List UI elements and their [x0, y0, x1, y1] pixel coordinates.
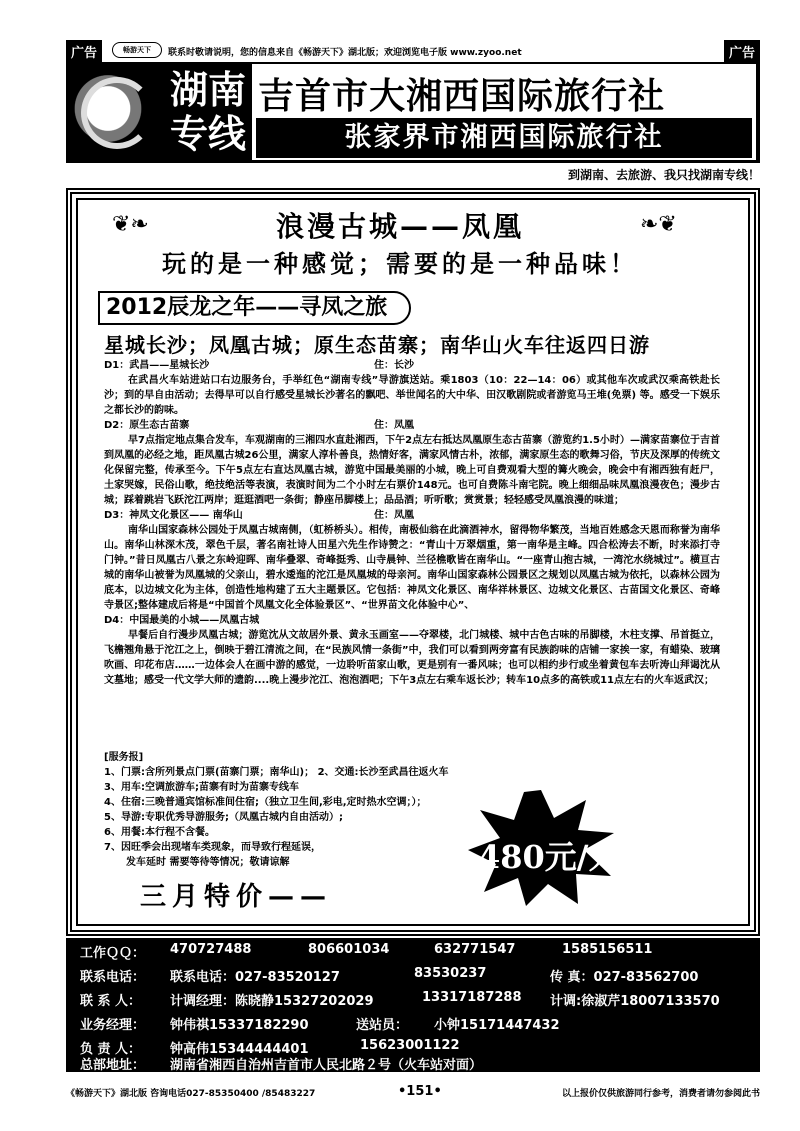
address-label: 总部地址： — [80, 1058, 146, 1073]
day-description: 早餐后自行漫步凤凰古城；游览沈从文故居外景、黄永玉画室——夺翠楼，北门城楼、城中古色古味的吊脚楼，木柱支撑、吊首挺立，飞檐翘角悬于沱江之上，倒映于碧江清流之间，在“民族风情一条街”中，我们可以看到两旁富有民族韵味的店铺一家挨一家，有蜡染、玻璃吹画、印花布店……一边体会人在画中游的感觉，一边聆听苗家山歌，更是别有一番风味；也可以相约步行或坐着黄包车去听涛山拜谒沈从文墓地；感受一代文学大师的遗韵....晚上漫步沱江、泡泡酒吧；下午3点左右乘车返长沙；转车10点多的高铁或11点左右的火车返武汉； — [104, 630, 720, 686]
day-stay: 住：长沙 — [374, 360, 414, 371]
slogan: 到湖南、去旅游、我只找湖南专线！ — [567, 168, 760, 182]
contact-panel — [66, 938, 760, 1072]
day-stay: 住：凤凰 — [374, 420, 414, 431]
tel-number: 联系电话：027-83520127 — [170, 970, 340, 985]
person-contact: 13317187288 — [422, 990, 522, 1005]
fax-number: 传 真：027-83562700 — [550, 970, 699, 985]
day-header — [104, 358, 720, 373]
head-label: 负 责 人： — [80, 1042, 142, 1057]
day-description: 早7点指定地点集合发车，车观湖南的三湘四水直赴湘西，下午2点左右抵达凤凰原生态古苗寨（游览约1.5小时）—满家苗寨位于吉首到凤凰的必经之地，距凤凰古城26公里，满家人淳朴善良，热情好客，满家风情古朴，浓郁，满家原生态的歌舞习俗，节庆及深厚的传统文化保留完整，传承至今。下午5点左右直达凤凰古城，游览中国最美丽的小城，晚上可自费观看大型的篝火晚会，晚会中有湘西独有赶尸，土家哭嫁，民俗山歌，绝技绝活等表演，表演时间为二个小时左右票价148元。也可自费陈斗南宅院。晚上细细品味凤凰浪漫夜色；漫步古城；踩着跳岩飞跃沱江两岸；逛逛酒吧一条街；静座吊脚楼上；品品酒；听听歌；赏赏景；轻轻感受凤凰浪漫的味道； — [104, 435, 720, 506]
head-contact: 钟高伟15344444401 — [170, 1042, 309, 1057]
slogan-bar — [66, 163, 760, 185]
day-title: D3：神凤文化景区—— 南华山 — [104, 510, 243, 521]
footer-right: 以上报价仅供旅游同行参考，消费者请勿参阅此书 — [561, 1089, 760, 1099]
service-item: 3、用车:空调旅游车;苗寨有时为苗寨专线车 — [104, 782, 299, 793]
agency-header — [66, 62, 760, 163]
address: 湖南省湘西自治州吉首市人民北路２号（火车站对面） — [170, 1058, 483, 1073]
headline-tagline: 玩的是一种感觉；需要的是一种品味！ — [162, 250, 638, 278]
service-item: 1、门票:含所列景点门票(苗寨门票；南华山)； 2、交通:长沙至武昌往返火车 — [104, 767, 449, 778]
page-number: •151• — [398, 1084, 442, 1099]
day-title: D4：中国最美的小城——凤凰古城 — [104, 615, 260, 626]
day-header — [104, 508, 720, 523]
logo-ring-icon — [81, 77, 153, 149]
ad-tag-right: 广告 — [724, 40, 760, 63]
qq-number: 806601034 — [308, 942, 390, 957]
service-item: 6、用餐:本行程不含餐。 — [104, 827, 215, 838]
biz-contact: 钟伟祺15337182290 — [170, 1018, 309, 1033]
station-label: 送站员： — [356, 1018, 409, 1033]
service-item: 4、住宿:三晚普通宾馆标准间住宿;（独立卫生间,彩电,定时热水空调；）； — [104, 797, 427, 808]
magazine-logo: 畅游天下 — [112, 42, 162, 58]
tel-label: 联系电话： — [80, 970, 146, 985]
head-contact: 15623001122 — [360, 1038, 460, 1053]
person-contact: 计调经理：陈晓静15327202029 — [170, 994, 374, 1009]
service-item: 5、导游:专职优秀导游服务;（凤凰古城内自由活动）; — [104, 812, 343, 823]
price: 480元/人 — [478, 838, 621, 876]
day-header — [104, 418, 720, 433]
tel-number: 83530237 — [414, 966, 487, 981]
service-item: 7、因旺季会出现堵车类现象，而导致行程延误， — [104, 842, 321, 853]
day-stay: 住：凤凰 — [374, 510, 414, 521]
left-ornament-icon: ❦❧ — [112, 212, 149, 237]
biz-label: 业务经理： — [80, 1018, 146, 1033]
headline-fenghuang: 浪漫古城——凤凰 — [275, 210, 524, 243]
right-ornament-icon: ❧❦ — [640, 212, 677, 237]
march-special: 三月特价—— — [140, 882, 333, 912]
page-footer — [66, 1086, 760, 1100]
tour-banner: 2012辰龙之年——寻凤之旅 — [98, 291, 411, 325]
qq-label: 工作ＱＱ： — [80, 946, 146, 961]
service-heading: [服务报] — [104, 752, 144, 763]
itinerary — [104, 358, 720, 688]
day-description: 在武昌火车站进站口右边服务台，手举红色“湖南专线”导游旗送站。乘1803（10：22—14：06）或其他车次或武汉乘高铁赴长沙；到的早自由活动；去得早可以自行感受星城长沙著名的飘吧、举世闻名的大中华、田汉歌剧院或者游览马王堆(免票) 等。感受一下娱乐之都长沙的韵味。 — [104, 375, 720, 416]
company-names — [252, 64, 756, 160]
top-bar — [60, 40, 760, 62]
day-description: 南华山国家森林公园处于凤凰古城南侧，（虹桥桥头）。相传，南极仙翁在此滴酒神水，留得物华繁茂，当地百姓感念天恩而称誉为南华山。南华山林深木茂，翠色千层，著名南社诗人田星六先生作诗赞之：“青山十万翠烟重，第一南华是主峰。四合松涛去不断，时来添打寺门钟。”昔日凤凰古八景之东岭迎晖、南华叠翠、奇峰挺秀、山寺晨钟、兰径樵歌皆在南华山。“一座青山抱古城，一湾沱水绕城过”。横亘古城的南华山被誉为凤凰城的父亲山，碧水逶迤的沱江是凤凰城的母亲河。南华山国家森林公园景区之规划以凤凰古城为依托，以森林公园为底本，以边城文化为主体，创造性地构建了五大主题景区。它包括：神凤文化景区、南华祥林景区、边城文化景区、古苗国文化景区、奇峰寺景区;整体建成后将是“中国首个凤凰文化全体验景区”、“世界苗文化体验中心”、 — [104, 525, 720, 611]
company-name-2: 张家界市湘西国际旅行社 — [256, 118, 752, 158]
tour-title: 星城长沙；凤凰古城；原生态苗寨；南华山火车往返四日游 — [104, 333, 650, 357]
company-name-1: 吉首市大湘西国际旅行社 — [258, 76, 666, 117]
qq-number: 470727488 — [170, 942, 252, 957]
footer-left: 《畅游天下》湖北版 咨询电话027-85350400 /85483227 — [66, 1089, 316, 1099]
qq-number: 1585156511 — [562, 942, 653, 957]
day-header — [104, 613, 720, 628]
ad-tag-left: 广告 — [66, 40, 102, 63]
service-note: 发车延时 需要等待等情况；敬请谅解 — [126, 857, 290, 868]
zhuanxian-label: 湖南专线 — [170, 68, 247, 156]
person-contact: 计调:徐淑芹18007133570 — [550, 994, 720, 1009]
qq-number: 632771547 — [434, 942, 516, 957]
station-contact: 小钟15171447432 — [434, 1018, 560, 1033]
top-note: 联系时敬请说明，您的信息来自《畅游天下》湖北版；欢迎浏览电子版 www.zyoo.net — [168, 48, 522, 58]
person-label: 联 系 人： — [80, 994, 142, 1009]
day-title: D1：武昌——星城长沙 — [104, 360, 210, 371]
day-title: D2：原生态古苗寨 — [104, 420, 190, 431]
